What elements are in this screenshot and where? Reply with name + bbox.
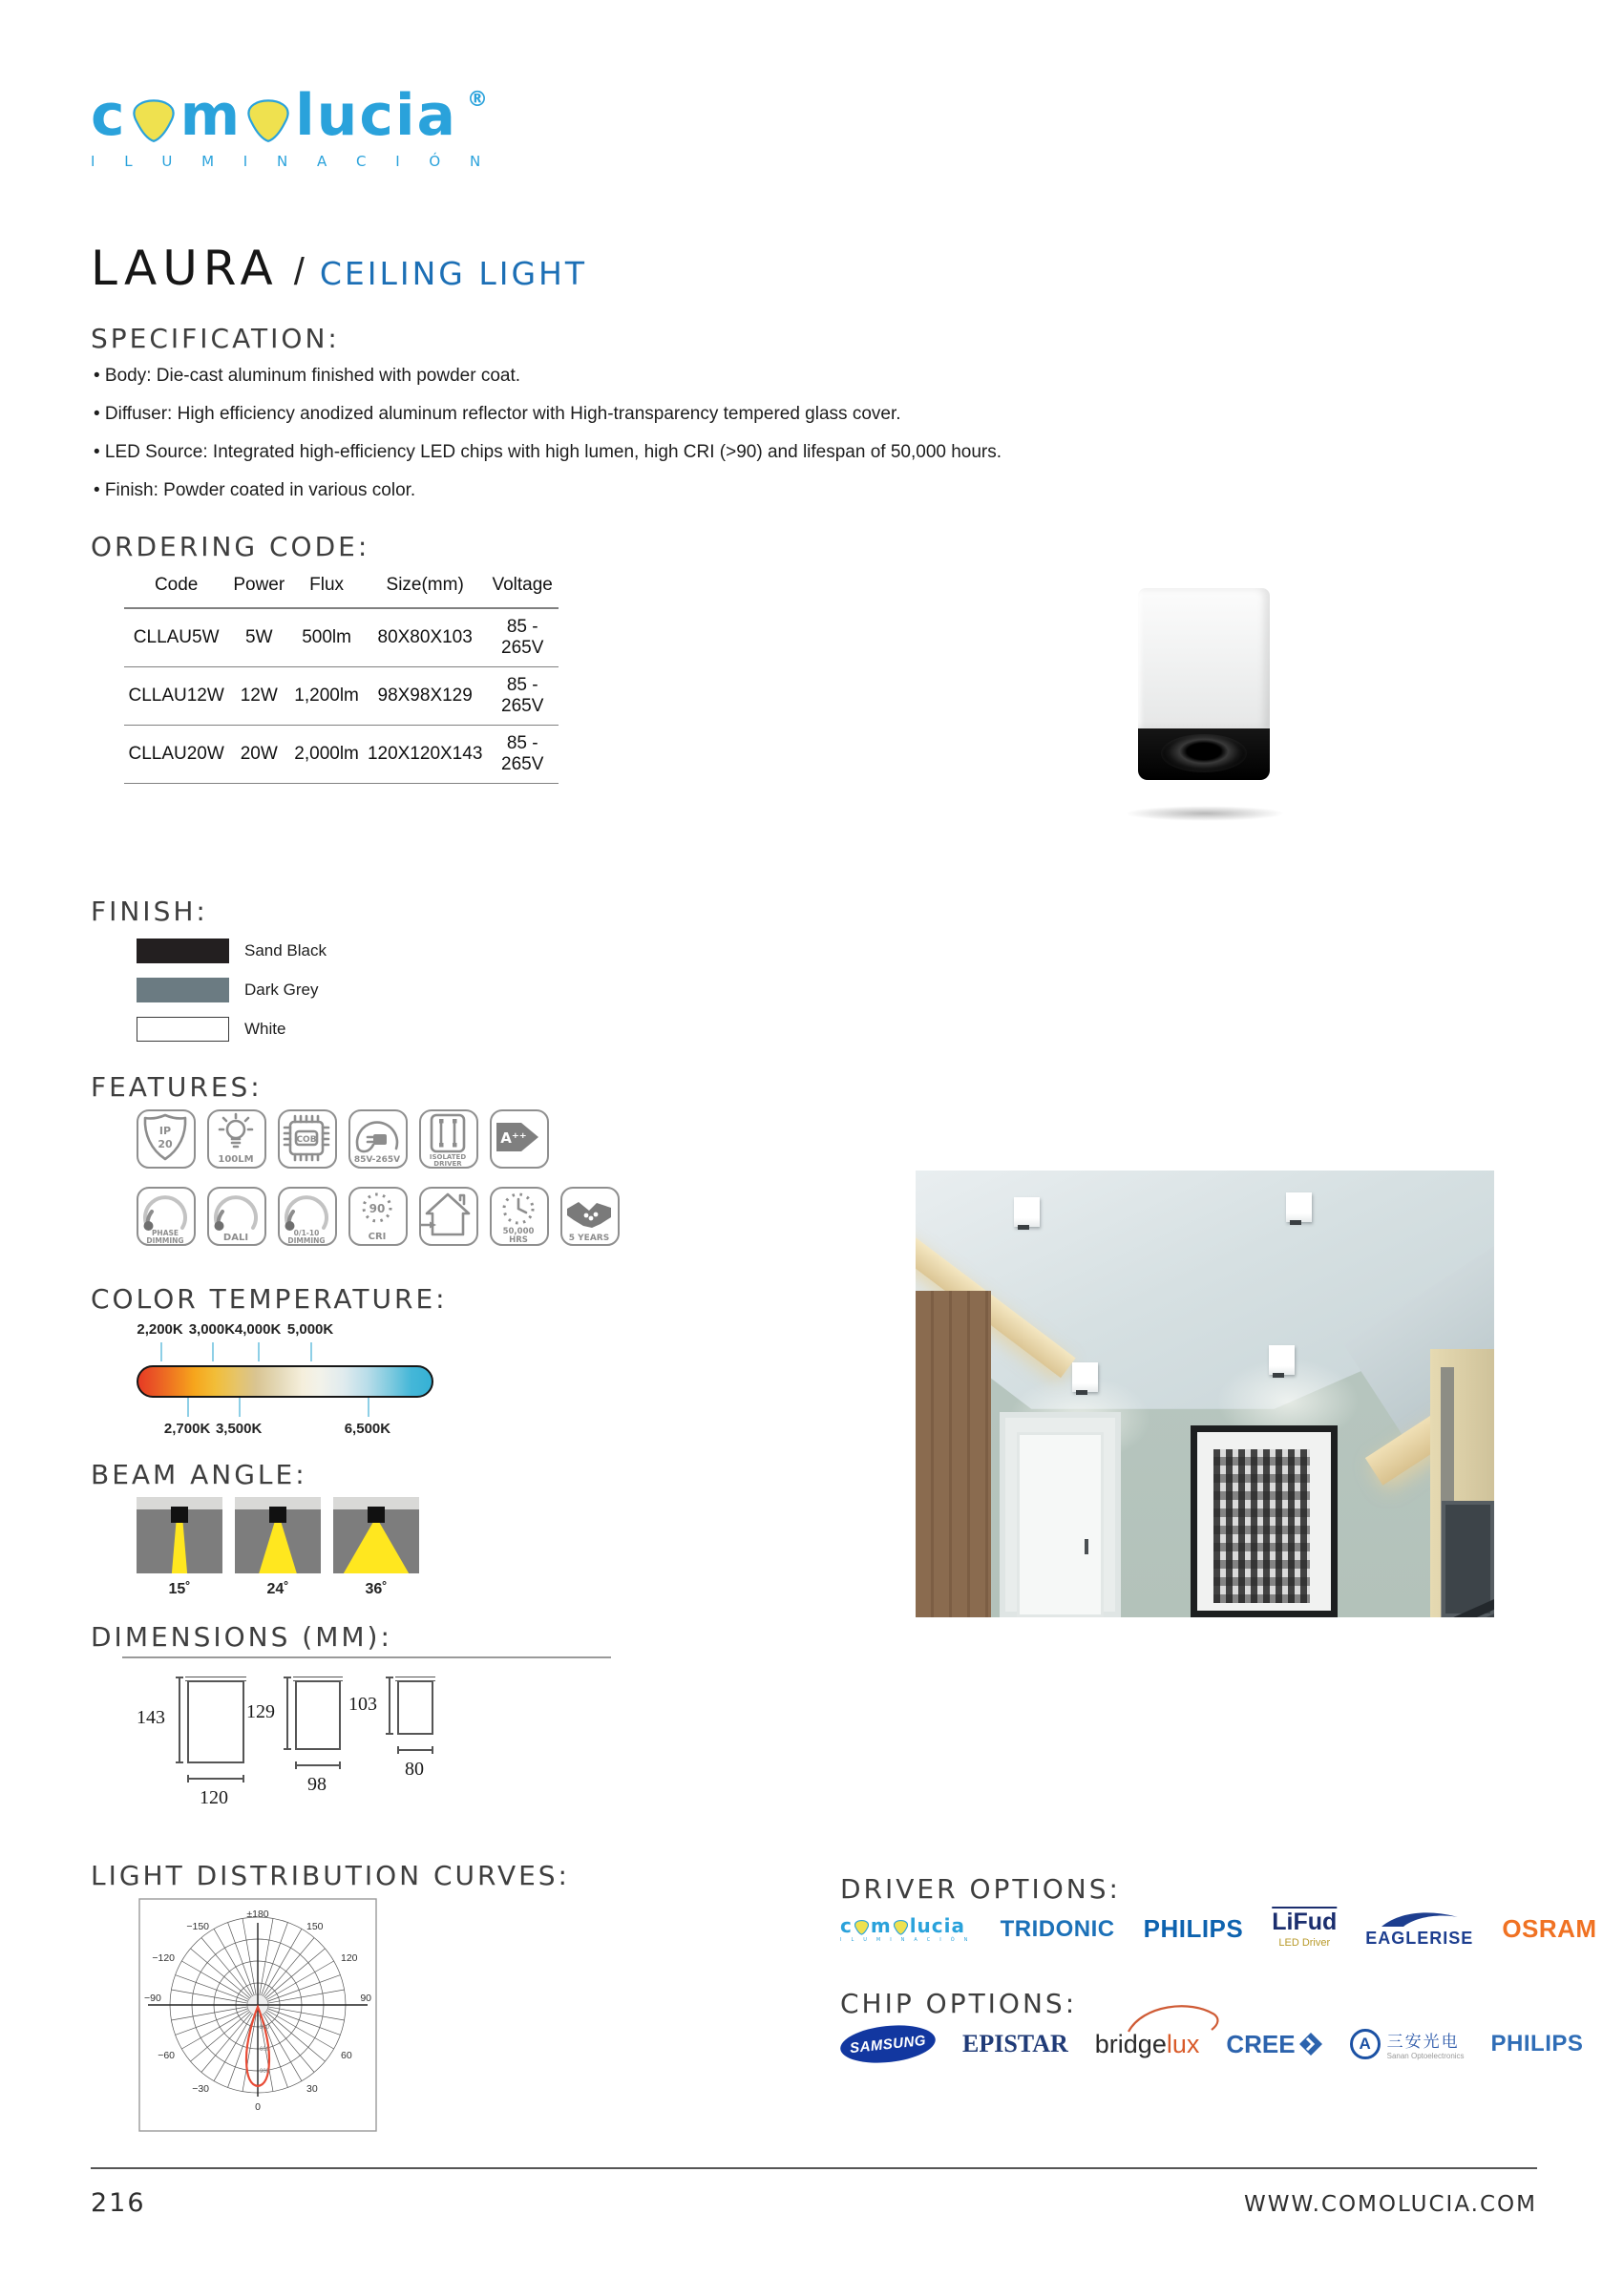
polar-label: 0 [255,2101,261,2113]
spec-bullet: • Diffuser: High efficiency anodized aluminum reflector with High-transparency tempered glass cover. [94,404,901,424]
swatch-row [137,1016,327,1042]
col-flux: Flux [289,567,364,608]
dim-line [179,1677,180,1763]
polar-label: −150 [186,1921,209,1932]
dim-line [286,1677,288,1750]
product-base [1138,728,1270,780]
feature-isolated-driver [419,1109,478,1169]
ct-label-3500k: 3,500K [215,1421,263,1437]
dim-line [389,1677,390,1735]
beam-angle-value: 24˚ [266,1581,289,1597]
dim-height: 129 [246,1701,275,1722]
radial-label: 600 [260,2047,270,2053]
dim-line [187,1778,244,1780]
swatch-dark-grey [137,978,229,1002]
dali-dial-icon [206,1186,265,1245]
logo-letter-c: c [840,1913,853,1937]
ip-value: 20 [158,1138,174,1151]
beam-cone [137,1523,222,1573]
logo-subtitle: I L U M I N A C I Ó N [840,1936,972,1943]
cell-flux: 500lm [289,608,364,667]
website-url: WWW.COMOLUCIA.COM [1243,2192,1537,2217]
specification-heading: SPECIFICATION: [91,323,340,354]
phase-label-1: PHASE [152,1229,179,1238]
feature-warranty [560,1187,620,1246]
ct-label-4000k: 4,000K [234,1321,282,1338]
col-size: Size(mm) [364,567,486,608]
dimensions-heading: DIMENSIONS (MM): [91,1621,392,1653]
room-photo [916,1171,1494,1617]
finish-swatches [137,938,327,1055]
feature-0-1-10-dimming [278,1187,337,1246]
ct-tick [187,1398,189,1417]
ip-text: IP [159,1125,172,1138]
samsung-logo [838,2021,937,2067]
phase-dimming-dial-icon [136,1186,195,1245]
radial-label: 300 [260,2025,270,2031]
polar-label: −60 [158,2050,175,2061]
door [1000,1412,1121,1617]
feature-indoor [419,1187,478,1246]
product-name: LAURA [91,241,279,296]
artwork-print [1213,1449,1310,1603]
logo-triangle-icon [247,99,289,143]
beam-fixture [269,1507,286,1523]
polar-label: −30 [192,2083,209,2095]
bridgelux-part2: lux [1166,2029,1200,2058]
page-number: 216 [91,2188,146,2218]
spec-bullet: • Finish: Powder coated in various color. [94,480,416,500]
lifespan-clock-icon [489,1186,548,1245]
polar-label: 30 [306,2083,318,2095]
feature-ip20 [137,1109,196,1169]
cell-power: 5W [228,608,289,667]
hours-label-2: HRS [509,1235,529,1246]
beam-tile-15 [137,1497,222,1573]
ct-tick [368,1398,369,1417]
footer-rule [91,2167,1537,2169]
samsung-name: SAMSUNG [849,2032,927,2057]
cell-size: 98X98X129 [364,667,486,726]
indoor-house-icon [418,1186,477,1245]
chip-logos [840,2026,1583,2062]
logo-letter-m: m [179,82,243,149]
swatch-label: Sand Black [244,940,327,960]
ip20-shield-icon [136,1108,195,1168]
cell-code: CLLAU12W [124,667,228,726]
driver-logos [840,1909,1597,1949]
beam-cone [333,1523,419,1573]
bridgelux-swoosh-icon [1124,2001,1229,2034]
beam-fixture [171,1507,188,1523]
beam-angle-diagrams [137,1497,576,1612]
col-power: Power [228,567,289,608]
warranty-handshake-icon [559,1186,619,1245]
swatch-row [137,977,327,1002]
energy-label: A⁺⁺ [500,1129,528,1148]
color-temperature-gradient-bar [137,1365,433,1398]
bridgelux-part1: bridge [1094,2029,1167,2058]
beam-angle-value: 15˚ [168,1581,191,1597]
lifud-name: LiFud [1272,1908,1338,1935]
color-temperature-scale [137,1321,430,1438]
table-row [124,667,559,726]
sanan-logo [1350,2028,1465,2060]
epistar-logo: EPISTAR [962,2030,1068,2057]
spec-bullet: • LED Source: Integrated high-efficiency LED chips with high lumen, high CRI (>90) and lifespan of 50,000 hours. [94,442,1002,462]
spec-bullet: • Body: Die-cast aluminum finished with powder coat. [94,366,521,386]
comolucia-logo [840,1913,972,1943]
cell-voltage: 85 - 265V [486,726,559,784]
logo-letter-c: c [91,82,127,149]
product-lens [1161,734,1247,772]
beam-fixture [368,1507,385,1523]
beam-tile-36 [333,1497,419,1573]
ct-tick [310,1342,312,1361]
page-title [91,241,587,296]
dim010-label-1: 0/1-10 [294,1229,320,1238]
feature-cri [348,1187,408,1246]
ceiling-light-fixture [1072,1362,1098,1392]
eagle-swoosh-icon [1377,1909,1463,1929]
light-distribution-polar-chart [138,1898,377,2132]
stair-frame [1442,1501,1494,1617]
cell-voltage: 85 - 265V [486,608,559,667]
beam-tile-24 [235,1497,321,1573]
dim-width: 98 [307,1774,327,1795]
dim-line [397,1749,433,1751]
logo-letters-lucia: lucia [909,1913,966,1937]
philips-logo: PHILIPS [1143,1914,1244,1943]
polar-label: −120 [152,1952,175,1964]
dim-box [187,1680,244,1763]
product-category: CEILING LIGHT [319,255,588,292]
swatch-white [137,1017,229,1042]
ceiling-light-fixture [1269,1345,1295,1375]
finish-heading: FINISH: [91,896,208,927]
logo-triangle-icon [854,1920,869,1935]
swatch-row [137,938,327,963]
beam-angle-value: 36˚ [365,1581,388,1597]
isolated-label-2: DRIVER [433,1160,463,1169]
polar-label: 120 [341,1952,358,1964]
cri-value: 90 [369,1202,386,1216]
dim-box [397,1680,433,1735]
cob-label: COB [296,1135,317,1146]
eaglerise-logo [1365,1909,1473,1949]
feature-dali [207,1187,266,1246]
cri-icon [348,1186,407,1245]
isolated-label-1: ISOLATED [430,1153,467,1162]
table-row [124,608,559,667]
years-label: 5 YEARS [569,1234,610,1244]
registered-mark: ® [467,88,489,112]
dim-box [295,1680,341,1750]
logo-letter-m: m [870,1913,892,1937]
logo-triangle-icon [894,1920,908,1935]
polar-label: −90 [144,1993,161,2004]
color-temperature-heading: COLOR TEMPERATURE: [91,1283,448,1315]
product-shadow [1125,806,1285,821]
title-separator: / [293,251,305,293]
feature-phase-dimming [137,1187,196,1246]
col-code: Code [124,567,228,608]
specification-list [94,357,1002,510]
ct-label-2200k: 2,200K [137,1321,183,1338]
wood-wall [916,1291,991,1617]
logo-triangle-icon [133,99,175,143]
tridonic-logo: TRIDONIC [1000,1915,1115,1942]
sanan-chinese-name: 三安光电 [1386,2033,1460,2051]
ordering-code-heading: ORDERING CODE: [91,531,370,562]
polar-label: 90 [360,1993,371,2004]
cri-label: CRI [369,1232,387,1243]
cell-size: 80X80X103 [364,608,486,667]
door-handle [1085,1539,1088,1554]
beam-angle-heading: BEAM ANGLE: [91,1459,307,1490]
cell-flux: 1,200lm [289,667,364,726]
feature-cob [278,1109,337,1169]
ldc-heading: LIGHT DISTRIBUTION CURVES: [91,1860,570,1891]
lifud-logo [1272,1910,1337,1949]
table-row [124,726,559,784]
isolated-driver-icon [418,1108,477,1168]
feature-voltage [348,1109,408,1169]
brand-logo [91,82,494,170]
polar-label: 150 [306,1921,324,1932]
feature-energy-class [490,1109,549,1169]
cell-power: 20W [228,726,289,784]
ct-tick [258,1342,260,1361]
ceiling-light-fixture [1014,1197,1040,1227]
cree-name: CREE [1226,2029,1296,2058]
ct-label-5000k: 5,000K [286,1321,334,1338]
ct-label-2700k: 2,700K [163,1421,211,1437]
polar-label: 60 [341,2050,352,2061]
cell-voltage: 85 - 265V [486,667,559,726]
cell-size: 120X120X143 [364,726,486,784]
dimension-drawing-3 [348,1677,453,1786]
ct-label-3000k: 3,000K [188,1321,236,1338]
ct-tick [239,1398,241,1417]
lumen-label: 100LM [218,1154,255,1166]
product-body [1138,588,1270,728]
ct-tick [160,1342,162,1361]
dali-label: DALI [223,1233,249,1244]
voltage-plug-icon [348,1108,407,1168]
chip-options-heading: CHIP OPTIONS: [840,1988,1078,2019]
eaglerise-name: EAGLERISE [1365,1929,1474,1948]
swatch-label: White [244,1019,286,1038]
voltage-label: 85V-265V [354,1155,401,1166]
ordering-table [124,567,559,784]
bridgelux-logo [1095,2030,1200,2059]
philips-logo: PHILIPS [1490,2031,1584,2057]
product-photo [1138,588,1298,827]
lifud-subtitle: LED Driver [1278,1936,1331,1949]
logo-subtitle: I L U M I N A C I Ó N [91,153,494,170]
door-panel [1017,1432,1105,1617]
cell-code: CLLAU20W [124,726,228,784]
driver-options-heading: DRIVER OPTIONS: [840,1873,1121,1905]
feature-lumen [207,1109,266,1169]
swatch-sand-black [137,939,229,963]
radial-label: 900 [260,2069,270,2075]
dimension-drawing-2 [246,1677,361,1801]
ct-tick [212,1342,214,1361]
feature-lifespan [490,1187,549,1246]
dim-height: 103 [348,1694,377,1715]
sanan-badge: A [1350,2029,1381,2059]
sanan-english-name: Sanan Optoelectronics [1386,2052,1465,2060]
ceiling-light-fixture [1286,1192,1312,1222]
cell-code: CLLAU5W [124,608,228,667]
framed-artwork [1191,1425,1339,1617]
polar-label: ±180 [246,1909,269,1920]
cree-logo [1226,2030,1322,2059]
0-1-10-dimming-dial-icon [277,1186,336,1245]
dim-width: 120 [200,1787,228,1808]
lumen-bulb-icon [206,1108,265,1168]
table-header-row [124,567,559,608]
cell-flux: 2,000lm [289,726,364,784]
cree-diamond-icon [1298,2032,1323,2057]
dim010-label-2: DIMMING [287,1236,326,1246]
dim-height: 143 [137,1707,165,1728]
col-voltage: Voltage [486,567,559,608]
osram-logo: OSRAM [1502,1914,1597,1943]
dim-line [295,1764,341,1766]
cell-power: 12W [228,667,289,726]
phase-label-2: DIMMING [146,1236,184,1246]
hours-label-1: 50,000 [503,1227,535,1237]
dim-width: 80 [405,1759,424,1780]
dimensions-rule [122,1656,611,1658]
ct-label-6500k: 6,500K [344,1421,391,1437]
cob-chip-icon [277,1108,336,1168]
energy-class-icon [489,1108,548,1168]
swatch-label: Dark Grey [244,980,319,999]
logo-letters-lucia: lucia [295,82,458,149]
features-heading: FEATURES: [91,1071,263,1103]
beam-cone [235,1523,321,1573]
